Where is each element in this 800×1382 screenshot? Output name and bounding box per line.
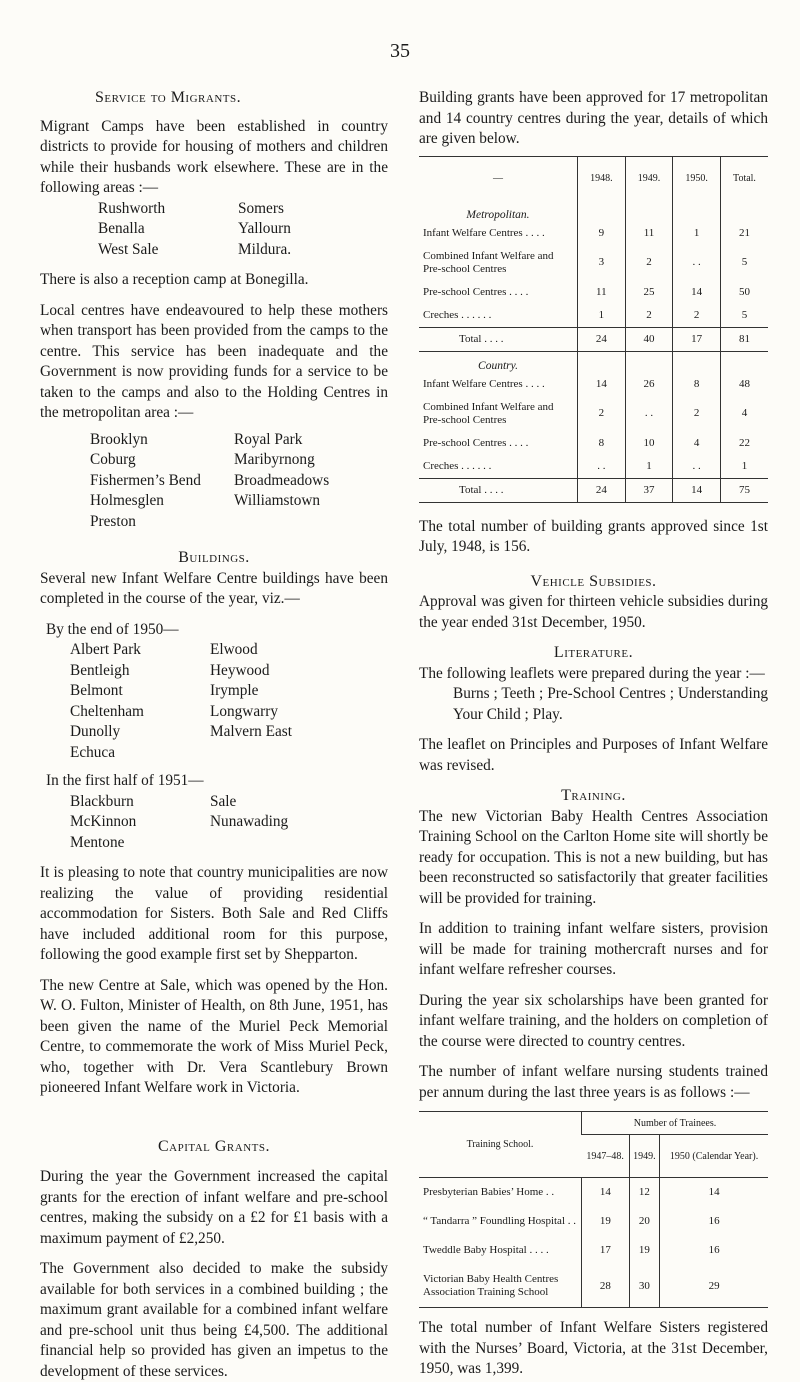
metro-row <box>419 222 768 245</box>
building-1951: Blackburn <box>70 792 134 810</box>
country-row-value: 14 <box>578 373 626 396</box>
trainee-row <box>419 1265 768 1308</box>
country-row-value: 10 <box>625 432 673 455</box>
trainee-count: 19 <box>629 1236 659 1265</box>
migrants-paragraph-3: Local centres have endeavoured to help these mothers when transport has been provided from the camps to the centre. This service has been inadequate and the Government is now providing funds for a service to be taken to the camps and also to the Holding Centres in the metropolitan area :— <box>40 301 388 421</box>
country-row-value: 1 <box>720 455 768 479</box>
metro-total-row <box>419 327 768 351</box>
country-row-value: 2 <box>578 396 626 432</box>
holding-centre <box>234 512 388 533</box>
capital-paragraph-2: The Government also decided to make the subsidy available for both services in a combined building ; the maximum grant available for a combined infant welfare and pre-school unit thus being £4,500. The additional financial help so provided has given an impetus to the development of these services. <box>40 1260 388 1380</box>
holding-centre: Broadmeadows <box>234 471 330 489</box>
metro-total-row-value: 40 <box>625 327 673 351</box>
migrants-heading: Service to Migrants. <box>95 89 242 106</box>
literature-heading: Literature. <box>553 644 634 661</box>
buildings-heading: Buildings. <box>178 549 250 566</box>
grants-total-paragraph: The total number of building grants approved since 1st July, 1948, is 156. <box>419 517 768 555</box>
trainees-header-1949: 1949. <box>629 1135 659 1178</box>
building-1951: Nunawading <box>210 813 289 830</box>
metro-row-label: Creches . . . . . . <box>423 308 492 321</box>
metro-row-label: Infant Welfare Centres . . . . <box>423 226 545 239</box>
literature-paragraph-2: The leaflet on Principles and Purposes of Infant Welfare was revised. <box>419 736 768 774</box>
country-row-label: Creches . . . . . . <box>423 459 492 472</box>
empty-cell <box>625 201 673 222</box>
holding-centre: Brooklyn <box>90 430 148 448</box>
country-label-row <box>419 351 768 373</box>
country-total-row-value: 24 <box>578 478 626 502</box>
training-heading: Training. <box>561 787 626 804</box>
metro-total-row-value: 17 <box>673 327 721 351</box>
camp-area: Mildura. <box>238 240 292 258</box>
trainee-row <box>419 1236 768 1265</box>
holding-centre: Fishermen’s Bend <box>90 471 201 489</box>
trainee-count: 16 <box>660 1236 768 1265</box>
empty-cell <box>720 351 768 373</box>
holding-centre: Royal Park <box>234 430 303 448</box>
metro-row-value: 11 <box>578 281 626 304</box>
buildings-1950-list <box>40 640 388 763</box>
metro-row-value: 11 <box>625 222 673 245</box>
training-paragraph-3: During the year six scholarships have been granted for infant welfare training, and the holders on completion of the course were directed to country centres. <box>419 991 768 1050</box>
first-half-1951-label: In the first half of 1951— <box>46 772 204 789</box>
building-1951: Mentone <box>70 833 125 851</box>
country-row-value: 4 <box>720 396 768 432</box>
country-row-value: . . <box>578 455 626 479</box>
trainee-count: 19 <box>582 1207 630 1236</box>
grants-header-label: — <box>493 173 503 184</box>
trainees-group-header: Number of Trainees. <box>582 1112 769 1135</box>
trainee-school: Tweddle Baby Hospital . . . . <box>423 1244 549 1256</box>
training-paragraph-4: The number of infant welfare nursing students trained per annum during the last three years is as follows :— <box>419 1063 768 1101</box>
country-row-value: . . <box>673 455 721 479</box>
country-total-row <box>419 478 768 502</box>
building-1951: McKinnon <box>70 813 137 830</box>
country-label: Country. <box>478 359 518 372</box>
literature-paragraph-1: The following leaflets were prepared during the year :— <box>419 664 765 682</box>
metro-row-value: 2 <box>673 304 721 328</box>
camp-areas-list <box>40 199 388 261</box>
metro-row-value: 14 <box>673 281 721 304</box>
trainee-count: 16 <box>660 1207 768 1236</box>
trainee-count: 30 <box>629 1265 659 1308</box>
metro-row-label: Combined Infant Welfare and Pre-school Centres <box>423 249 554 275</box>
empty-cell <box>625 351 673 373</box>
country-total-row-label: Total . . . . <box>419 478 578 502</box>
empty-cell <box>578 351 626 373</box>
metro-row-value: 25 <box>625 281 673 304</box>
grants-header-1949: 1949. <box>625 156 673 201</box>
trainee-row <box>419 1207 768 1236</box>
holding-centre: Preston <box>90 512 136 530</box>
metro-total-row-value: 81 <box>720 327 768 351</box>
vehicle-subsidies-heading: Vehicle Subsidies. <box>530 572 657 590</box>
building-1950: Belmont <box>70 682 123 699</box>
building-1950: Echuca <box>70 743 116 761</box>
country-row-label: Infant Welfare Centres . . . . <box>423 377 545 390</box>
country-row-value: 26 <box>625 373 673 396</box>
by-end-1950-label: By the end of 1950— <box>46 620 179 638</box>
building-1950: Bentleigh <box>70 661 130 679</box>
buildings-paragraph-3: The new Centre at Sale, which was opened by the Hon. W. O. Fulton, Minister of Health, on 8th June, 1951, has been given the name of the Muriel Peck Memorial Centre, to commemorate the work of Miss Muriel Peck, who, together with Dr. Vera Scantlebury Brown pioneered Infant Welfare work in Victoria. <box>40 976 388 1096</box>
country-row <box>419 432 768 455</box>
trainee-count: 12 <box>629 1178 659 1208</box>
country-total-row-value: 14 <box>673 478 721 502</box>
metro-row-value: 2 <box>625 245 673 281</box>
building-1951: Sale <box>210 792 237 810</box>
building-1950: Malvern East <box>210 723 292 740</box>
metropolitan-label: Metropolitan. <box>466 208 530 221</box>
left-column <box>40 88 388 1382</box>
building-1950: Heywood <box>210 661 270 679</box>
vehicle-paragraph: Approval was given for thirteen vehicle subsidies during the year ended 31st December, 1950. <box>419 593 768 631</box>
country-row-value: 4 <box>673 432 721 455</box>
country-row-value: 48 <box>720 373 768 396</box>
country-row <box>419 455 768 479</box>
metro-row <box>419 281 768 304</box>
trainee-school: Victorian Baby Health Centres Association Training School <box>423 1273 559 1298</box>
trainees-table <box>419 1111 768 1308</box>
page-number: 35 <box>390 40 410 62</box>
grants-header-row <box>419 156 768 201</box>
buildings-paragraph-1: Several new Infant Welfare Centre buildings have been completed in the course of the year, viz.— <box>40 569 388 607</box>
country-row-label: Combined Infant Welfare and Pre-school Centres <box>423 400 554 426</box>
metro-row-value: . . <box>673 245 721 281</box>
country-row <box>419 396 768 432</box>
metro-row <box>419 304 768 328</box>
metro-row-value: 2 <box>625 304 673 328</box>
buildings-paragraph-2: It is pleasing to note that country municipalities are now realizing the value of providing residential accommodation for Sisters. Both Sale and Red Cliffs have included additional room for this purpose, following the good example first set by Shepparton. <box>40 864 388 963</box>
training-paragraph-1: The new Victorian Baby Health Centres Association Training School on the Carlton Home site will shortly be ready for occupation. This is not a new building, but has been reconstructed so satisfactorily that greater facilities will be provided for training. <box>419 807 768 907</box>
metropolitan-label-row <box>419 201 768 222</box>
trainees-header-1950: 1950 (Calendar Year). <box>660 1135 768 1178</box>
trainee-school: “ Tandarra ” Foundling Hospital . . <box>423 1215 576 1227</box>
metro-row <box>419 245 768 281</box>
building-1951 <box>210 833 388 854</box>
country-row-value: 22 <box>720 432 768 455</box>
trainee-count: 14 <box>582 1178 630 1208</box>
trainee-count: 28 <box>582 1265 630 1308</box>
country-total-row-value: 75 <box>720 478 768 502</box>
holding-centre: Maribyrnong <box>234 451 315 468</box>
building-1950: Longwarry <box>210 702 278 720</box>
trainee-school: Presbyterian Babies’ Home . . <box>423 1186 555 1198</box>
country-row-value: . . <box>625 396 673 432</box>
metro-row-value: 9 <box>578 222 626 245</box>
country-row-value: 2 <box>673 396 721 432</box>
building-1950 <box>210 743 388 764</box>
trainees-school-header: Training School. <box>419 1112 582 1178</box>
metro-row-value: 3 <box>578 245 626 281</box>
literature-list: Burns ; Teeth ; Pre-School Centres ; Understanding Your Child ; Play. <box>453 685 768 723</box>
buildings-1951-list <box>40 792 388 854</box>
camp-area: Benalla <box>98 220 145 237</box>
building-1950: Dunolly <box>70 723 121 740</box>
grants-header-total: Total. <box>720 156 768 201</box>
empty-cell <box>673 351 721 373</box>
trainee-row <box>419 1178 768 1208</box>
building-1950: Elwood <box>210 641 258 658</box>
capital-paragraph-1: During the year the Government increased the capital grants for the erection of infant welfare and pre-school centres, making the subsidy on a £2 for £1 basis with a maximum payment of £2,250. <box>40 1168 388 1247</box>
metro-row-label: Pre-school Centres . . . . <box>423 285 529 298</box>
trainee-count: 20 <box>629 1207 659 1236</box>
metro-total-row-value: 24 <box>578 327 626 351</box>
trainees-header-1947-48: 1947–48. <box>582 1135 630 1178</box>
empty-cell <box>578 201 626 222</box>
grants-header-1950: 1950. <box>673 156 721 201</box>
training-paragraph-2: In addition to training infant welfare sisters, provision will be made for training mothercraft nurses and for infant welfare refresher courses. <box>419 920 768 978</box>
metro-total-row-label: Total . . . . <box>419 327 578 351</box>
country-row-value: 1 <box>625 455 673 479</box>
camp-area: Somers <box>238 199 284 217</box>
trainee-count: 29 <box>660 1265 768 1308</box>
building-1950: Irymple <box>210 682 259 699</box>
grants-intro: Building grants have been approved for 17 metropolitan and 14 country centres during the year, details of which are given below. <box>419 89 768 147</box>
holding-centre: Williamstown <box>234 492 321 509</box>
trainee-count: 14 <box>660 1178 768 1208</box>
metro-row-value: 50 <box>720 281 768 304</box>
building-1950: Albert Park <box>70 641 141 658</box>
country-row-value: 8 <box>673 373 721 396</box>
metro-row-value: 5 <box>720 304 768 328</box>
holding-centres-list <box>40 430 388 533</box>
empty-cell <box>720 201 768 222</box>
grants-header-1948: 1948. <box>578 156 626 201</box>
country-row-value: 8 <box>578 432 626 455</box>
camp-area: Yallourn <box>238 220 291 237</box>
migrants-paragraph-1: Migrant Camps have been established in country districts to provide for housing of mothers and children while their husbands work elsewhere. These are in the following areas :— <box>40 117 388 196</box>
camp-area: West Sale <box>98 240 159 258</box>
building-grants-table <box>419 156 768 503</box>
trainee-count: 17 <box>582 1236 630 1265</box>
country-row-label: Pre-school Centres . . . . <box>423 436 529 449</box>
metro-row-value: 5 <box>720 245 768 281</box>
holding-centre: Holmesglen <box>90 492 164 509</box>
holding-centre: Coburg <box>90 451 136 468</box>
right-column <box>419 88 768 1380</box>
country-total-row-value: 37 <box>625 478 673 502</box>
empty-cell <box>673 201 721 222</box>
capital-grants-heading: Capital Grants. <box>157 1137 270 1155</box>
metro-row-value: 1 <box>673 222 721 245</box>
metro-row-value: 21 <box>720 222 768 245</box>
camp-area: Rushworth <box>98 199 166 217</box>
building-1950: Cheltenham <box>70 702 144 720</box>
country-row <box>419 373 768 396</box>
metro-row-value: 1 <box>578 304 626 328</box>
sisters-paragraph: The total number of Infant Welfare Sisters registered with the Nurses’ Board, Victoria, at the 31st December, 1950, was 1,399. <box>419 1319 768 1377</box>
migrants-paragraph-2: There is also a reception camp at Bonegilla. <box>40 271 309 288</box>
